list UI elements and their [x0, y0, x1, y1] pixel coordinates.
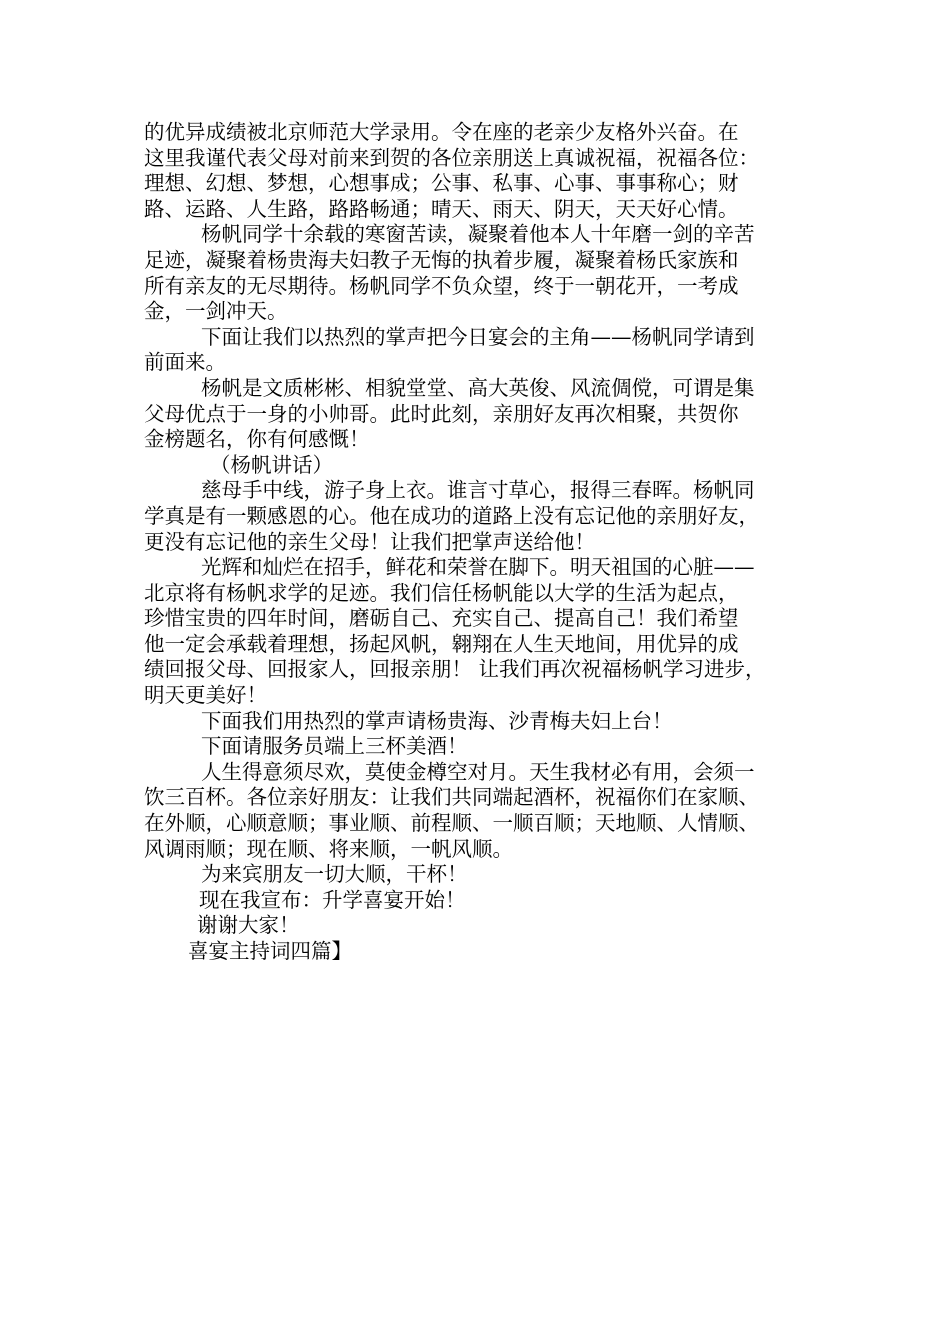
text-line: 明天更美好！ [144, 683, 267, 708]
text-line: 所有亲友的无尽期待。杨帆同学不负众望，终于一朝花开，一考成 [144, 273, 739, 298]
text-line: 在外顺，心顺意顺；事业顺、前程顺、一顺百顺；天地顺、人情顺、 [144, 811, 759, 836]
text-line: 杨帆同学十余载的寒窗苦读，凝聚着他本人十年磨一剑的辛苦 [201, 222, 755, 247]
text-line: 杨帆是文质彬彬、相貌堂堂、高大英俊、风流倜傥，可谓是集 [201, 375, 755, 400]
text-line: 谢谢大家！ [197, 913, 300, 938]
text-line: 慈母手中线，游子身上衣。谁言寸草心，报得三春晖。杨帆同 [201, 478, 755, 503]
text-line: 光辉和灿烂在招手，鲜花和荣誉在脚下。明天祖国的心脏—— [201, 555, 755, 580]
text-line: 他一定会承载着理想，扬起风帆，翱翔在人生天地间，用优异的成 [144, 631, 739, 656]
text-line: 下面让我们以热烈的掌声把今日宴会的主角——杨帆同学请到 [201, 324, 755, 349]
text-line: 路、运路、人生路，路路畅通；晴天、雨天、阴天，天天好心情。 [144, 196, 739, 221]
text-line: 北京将有杨帆求学的足迹。我们信任杨帆能以大学的生活为起点， [144, 580, 739, 605]
text-line: 珍惜宝贵的四年时间，磨砺自己、充实自己、提高自己！我们希望 [144, 606, 739, 631]
text-line: 更没有忘记他的亲生父母！让我们把掌声送给他！ [144, 529, 595, 554]
text-line: 下面请服务员端上三杯美酒！ [201, 734, 468, 759]
document-body [144, 120, 829, 965]
text-line: 足迹，凝聚着杨贵海夫妇教子无悔的执着步履，凝聚着杨氏家族和 [144, 247, 739, 272]
text-line: 父母优点于一身的小帅哥。此时此刻，亲朋好友再次相聚，共贺你 [144, 401, 739, 426]
text-line: 绩回报父母、回报家人，回报亲朋！ 让我们再次祝福杨帆学习进步， [144, 657, 766, 682]
text-line: 喜宴主持词四篇】 [188, 939, 352, 963]
text-line: 前面来。 [144, 350, 226, 375]
text-line: 饮三百杯。各位亲好朋友：让我们共同端起酒杯，祝福你们在家顺、 [144, 785, 759, 810]
text-line: 为来宾朋友一切大顺，干杯！ [201, 862, 468, 887]
text-line: 下面我们用热烈的掌声请杨贵海、沙青梅夫妇上台！ [201, 708, 673, 733]
text-line: 金榜题名，你有何感慨！ [144, 427, 370, 452]
text-line: 学真是有一颗感恩的心。他在成功的道路上没有忘记他的亲朋好友， [144, 503, 759, 528]
text-line: 这里我谨代表父母对前来到贺的各位亲朋送上真诚祝福，祝福各位： [144, 145, 759, 170]
text-line: 人生得意须尽欢，莫使金樽空对月。天生我材必有用，会须一 [201, 759, 755, 784]
text-line: 的优异成绩被北京师范大学录用。令在座的老亲少友格外兴奋。在 [144, 120, 739, 144]
text-line: （杨帆讲话） [210, 452, 333, 477]
text-line: 金，一剑冲天。 [144, 299, 288, 324]
text-line: 风调雨顺；现在顺、将来顺，一帆风顺。 [144, 836, 513, 861]
text-line: 现在我宣布：升学喜宴开始！ [199, 887, 466, 912]
text-line: 理想、幻想、梦想，心想事成；公事、私事、心事、事事称心；财 [144, 171, 739, 196]
